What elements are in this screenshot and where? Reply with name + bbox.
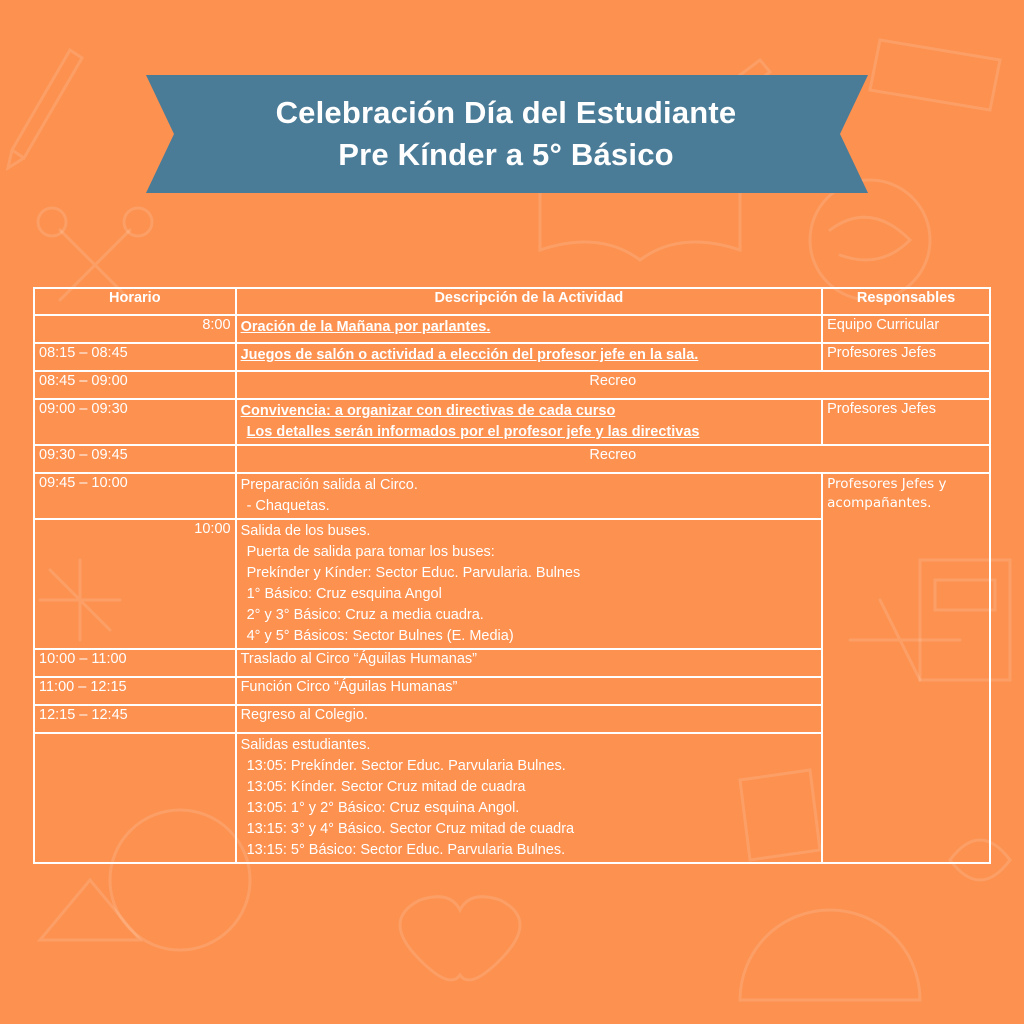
table-row xyxy=(34,445,990,473)
title-line-2: Pre Kínder a 5° Básico xyxy=(338,137,674,172)
description-line: 13:15: 5° Básico: Sector Educ. Parvularia Bulnes. xyxy=(246,842,566,858)
description-line: 13:05: Prekínder. Sector Educ. Parvularia Bulnes. xyxy=(246,758,566,774)
table-row xyxy=(34,371,990,399)
table-row xyxy=(34,473,990,519)
table-header-row xyxy=(34,288,990,315)
description-line: 2° y 3° Básico: Cruz a media cuadra. xyxy=(246,607,484,623)
description-cell xyxy=(236,473,823,519)
description-line: Juegos de salón o actividad a elección del profesor jefe en la sala. xyxy=(240,347,699,363)
header-description: Descripción de la Actividad xyxy=(236,288,823,315)
description-cell xyxy=(236,733,823,863)
description-line: Salidas estudiantes. xyxy=(240,737,371,753)
time-cell: 09:30 – 09:45 xyxy=(34,445,236,473)
description-line: 13:05: 1° y 2° Básico: Cruz esquina Angol. xyxy=(246,800,520,816)
description-cell xyxy=(236,315,823,343)
time-cell: 08:45 – 09:00 xyxy=(34,371,236,399)
responsible-cell: Equipo Curricular xyxy=(822,315,990,343)
description-line: 1° Básico: Cruz esquina Angol xyxy=(246,586,442,602)
time-cell: 12:15 – 12:45 xyxy=(34,705,236,733)
description-line: 13:05: Kínder. Sector Cruz mitad de cuadra xyxy=(246,779,526,795)
table-row xyxy=(34,315,990,343)
description-cell: Función Circo “Águilas Humanas” xyxy=(236,677,823,705)
description-line: Preparación salida al Circo. xyxy=(240,477,418,493)
time-cell: 08:15 – 08:45 xyxy=(34,343,236,371)
table-row xyxy=(34,399,990,445)
time-cell: 11:00 – 12:15 xyxy=(34,677,236,705)
responsible-cell: Profesores Jefes xyxy=(822,399,990,445)
header-responsible: Responsables xyxy=(822,288,990,315)
description-cell xyxy=(236,343,823,371)
title-line-1: Celebración Día del Estudiante xyxy=(275,95,737,130)
description-cell: Recreo xyxy=(236,371,990,399)
description-line: - Chaquetas. xyxy=(246,498,330,514)
description-line: Prekínder y Kínder: Sector Educ. Parvularia. Bulnes xyxy=(246,565,581,581)
time-cell: 8:00 xyxy=(34,315,236,343)
time-cell: 10:00 – 11:00 xyxy=(34,649,236,677)
description-cell: Traslado al Circo “Águilas Humanas” xyxy=(236,649,823,677)
time-cell: 10:00 xyxy=(34,519,236,649)
protractor-doodle-icon xyxy=(740,910,920,1000)
time-cell: 09:00 – 09:30 xyxy=(34,399,236,445)
description-line: Los detalles serán informados por el profesor jefe y las directivas xyxy=(246,424,700,440)
time-cell: 09:45 – 10:00 xyxy=(34,473,236,519)
description-line: 4° y 5° Básicos: Sector Bulnes (E. Media) xyxy=(246,628,514,644)
description-line: Puerta de salida para tomar los buses: xyxy=(246,544,495,560)
responsible-cell: Profesores Jefes xyxy=(822,343,990,371)
table-row xyxy=(34,343,990,371)
description-line: Salida de los buses. xyxy=(240,523,371,539)
description-cell xyxy=(236,519,823,649)
apple-doodle-icon xyxy=(400,897,520,980)
description-cell: Regreso al Colegio. xyxy=(236,705,823,733)
schedule-table xyxy=(33,287,991,864)
header-time: Horario xyxy=(34,288,236,315)
time-cell xyxy=(34,733,236,863)
description-line: 13:15: 3° y 4° Básico. Sector Cruz mitad de cuadra xyxy=(246,821,575,837)
description-cell: Recreo xyxy=(236,445,990,473)
description-line: Convivencia: a organizar con directivas de cada curso xyxy=(240,403,616,419)
description-cell xyxy=(236,399,823,445)
description-line: Oración de la Mañana por parlantes. xyxy=(240,319,491,335)
responsible-cell: Profesores Jefes y acompañantes. xyxy=(822,473,990,863)
page-title xyxy=(146,92,866,176)
